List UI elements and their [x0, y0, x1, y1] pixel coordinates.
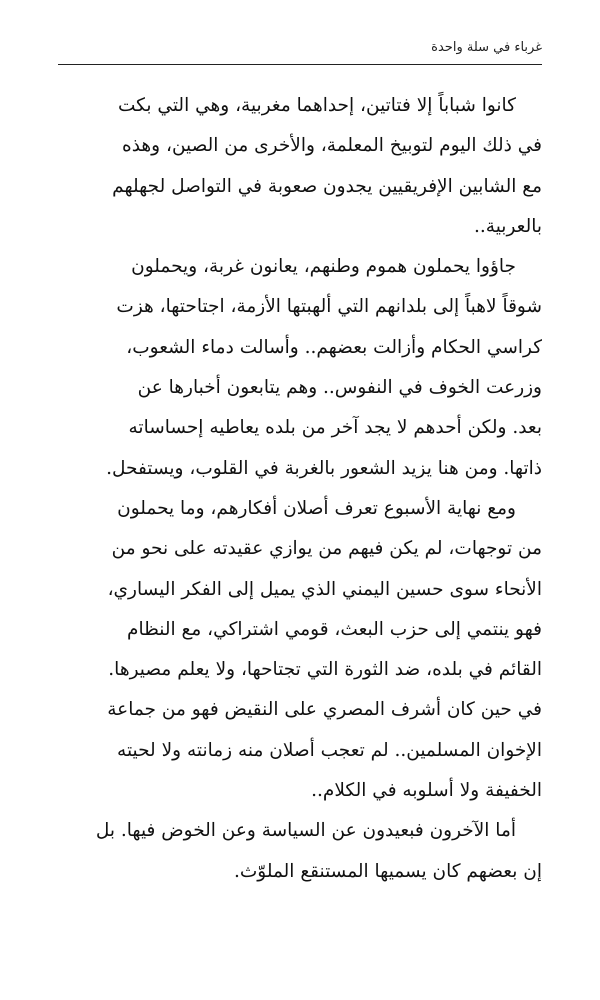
text-line: في حين كان أشرف المصري على النقيض فهو من جماعة: [107, 699, 542, 721]
text-line: أما الآخرون فبعيدون عن السياسة وعن الخوض فيها. بل: [95, 820, 516, 842]
paragraph-1: [58, 86, 542, 247]
header-rule: [58, 64, 542, 65]
text-line: بعد. ولكن أحدهم لا يجد آخر من بلده يعاطيه إحساساته: [128, 417, 542, 439]
text-line: فهو ينتمي إلى حزب البعث، قومي اشتراكي، مع النظام: [127, 618, 542, 640]
text-line: شوقاً لاهباً إلى بلدانهم التي ألهبتها الأزمة، اجتاحتها، هزت: [116, 296, 542, 318]
text-line: من توجهات، لم يكن فيهم من يوازي عقيدته على نحو من: [111, 538, 542, 560]
text-line: إن بعضهم كان يسميها المستنقع الملوّث.: [233, 860, 542, 882]
paragraph-2: [58, 247, 542, 489]
text-line: الخفيفة ولا أسلوبه في الكلام..: [311, 780, 542, 802]
text-line: جاؤوا يحملون هموم وطنهم، يعانون غربة، ويحملون: [131, 256, 516, 278]
paragraph-3: [58, 489, 542, 811]
text-line: الإخوان المسلمين.. لم تعجب أصلان منه زمانته ولا لحيته: [117, 739, 542, 761]
text-line: كراسي الحكام وأزالت بعضهم.. وأسالت دماء الشعوب،: [126, 336, 542, 358]
text-line: القائم في بلده، ضد الثورة التي تجتاحها، ولا يعلم مصيرها.: [108, 659, 542, 681]
text-line: وزرعت الخوف في النفوس.. وهم يتابعون أخبارها عن: [137, 377, 542, 399]
text-line: في ذلك اليوم لتوبيخ المعلمة، والأخرى من الصين، وهذه: [122, 135, 542, 157]
body-text: [58, 86, 542, 892]
text-line: الأنحاء سوى حسين اليمني الذي يميل إلى الفكر اليساري،: [107, 578, 542, 600]
text-line: ومع نهاية الأسبوع تعرف أصلان أفكارهم، وما يحملون: [117, 497, 516, 519]
text-line: كانوا شباباً إلا فتاتين، إحداهما مغربية، وهي التي بكت: [118, 95, 516, 116]
running-header: غرباء في سلة واحدة: [431, 40, 542, 55]
paragraph-4: [58, 811, 542, 892]
text-line: ذاتها. ومن هنا يزيد الشعور بالغربة في القلوب، ويستفحل.: [106, 457, 542, 479]
text-line: مع الشابين الإفريقيين يجدون صعوبة في التواصل لجهلهم: [112, 175, 542, 197]
text-line: بالعربية..: [474, 215, 542, 237]
